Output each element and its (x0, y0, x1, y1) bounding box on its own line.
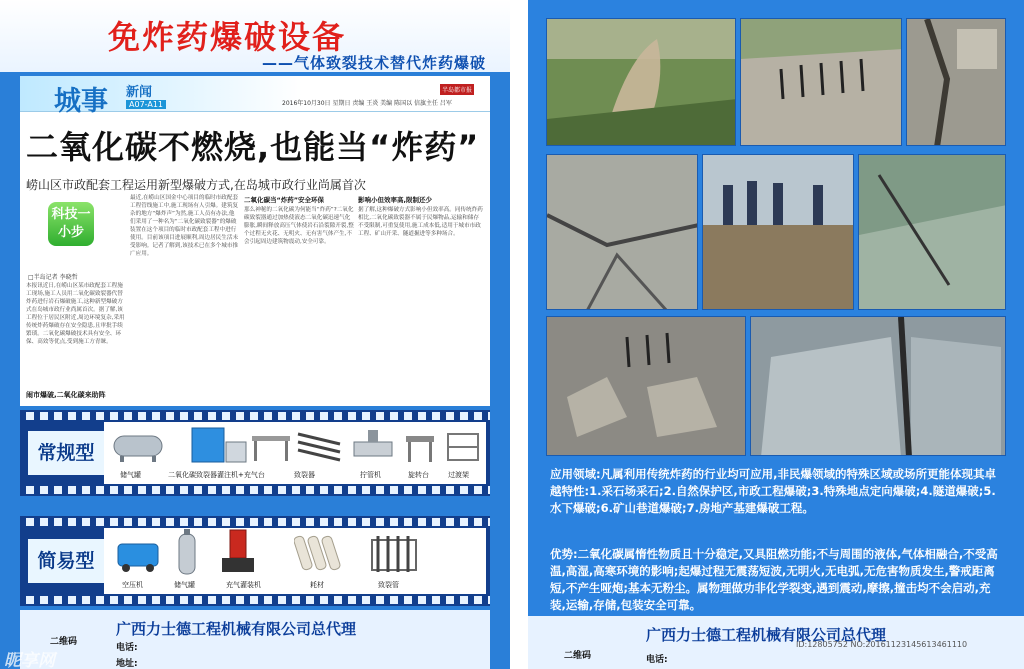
cracked-bedrock-photo (546, 154, 698, 310)
main-title: 免炸药爆破设备 (108, 18, 347, 56)
film-strip-top (20, 518, 490, 526)
item-gas-tank: 储气罐 (120, 471, 141, 479)
column-3-body: 那么神秘的二氧化碳为何能当“炸药”?二氧化碳致裂器通过加热使液态二氧化碳迅速气化膨胀,瞬间释放高压气体使岩石沿裂隙开裂,整个过程无火花、无明火、无有害气体产生,不会引起周边建筑物震动,安全可靠。 (244, 207, 354, 245)
article-deck: 崂山区市政配套工程运用新型爆破方式,在岛城市政行业尚属首次 (26, 178, 366, 192)
right-page (528, 0, 1024, 669)
split-boulder-photo (750, 316, 1006, 456)
workers-site-photo (702, 154, 854, 310)
rock-crack-photo (906, 18, 1006, 146)
transition-rack-icon (444, 430, 482, 466)
gas-tank-icon (110, 428, 166, 464)
sub-title: ——气体致裂技术替代炸药爆破 (262, 54, 487, 72)
masthead-stamp: 半岛都市报 (440, 84, 474, 95)
item-air-compressor: 空压机 (122, 581, 143, 589)
wrench-machine-icon (350, 426, 396, 466)
masthead-date: 2016年10月30日 星期日 责编 王炎 美编 陈国以 信旗主任 吕军 (282, 100, 452, 107)
address-label: 地址: (116, 659, 138, 669)
right-company-name: 广西力士德工程机械有限公司总代理 (646, 626, 887, 644)
newspaper-masthead (20, 76, 490, 117)
right-phone-label: 电话: (646, 655, 668, 665)
conventional-items (104, 422, 486, 484)
qr-label: 二维码 (50, 637, 78, 647)
poster-header (0, 0, 510, 72)
article-headline: 二氧化碳不燃烧,也能当“炸药” (26, 128, 480, 166)
advantages: 优势:二氧化碳属惰性物质且十分稳定,又具阻燃功能;不与周围的液体,气体相融合,不受高温,高湿,高寒环境的影响;起爆过程无震荡短波,无明火,无电弧,无危害物质发生,警戒距离短,不产生哑炮;基本无粉尘。属物理做功非化学裂变,遇到震动,摩擦,撞击均不会启动,充装,运输,存储,包装安全可靠。 (550, 547, 998, 612)
drill-holes-photo (740, 18, 902, 146)
column-4-body: 据了解,这种爆破方式影响小但效率高。同传统炸药相比,二氧化碳致裂器不属于民爆物品,运输和储存不受限制,可重复使用,施工成本低,适用于城市市政工程、矿山开采、隧道掘进等多种场合。 (358, 207, 483, 237)
green-stone-photo (858, 154, 1006, 310)
article-column-3 (244, 194, 354, 386)
air-compressor-icon (114, 534, 164, 574)
film-strip-bottom (20, 486, 490, 494)
company-name: 广西力士德工程机械有限公司总代理 (116, 620, 357, 638)
gas-filling-machine-icon (216, 528, 260, 576)
site-watermark: 昵享网 (4, 651, 55, 669)
left-footer (20, 610, 490, 669)
article-column-4 (358, 194, 484, 386)
item-filling-machine: 二氧化碳致裂器灌注机+充气台 (168, 471, 265, 479)
item-gas-filling-machine: 充气灌装机 (226, 581, 261, 589)
masthead-tag: A07-A11 (126, 100, 166, 109)
article-column-1: 本报讯近日,在崂山区某市政配套工程施工现场,施工人员用二氧化碳致裂器代替炸药进行岩石爆破施工,这种新型爆破方式在岛城市政行业尚属首次。据了解,该工程位于居民区附近,周边环境复杂,采用传统炸药爆破存在安全隐患,且审批手续繁琐。二氧化碳爆破技术具有安全、环保、高效等优点,受到施工方青睐。 (26, 283, 125, 345)
masthead-name: 城事 (54, 86, 108, 117)
consumables-icon (294, 532, 344, 574)
photo-caption: 闹市爆破,二氧化碳来助阵 (26, 391, 106, 399)
rubble-photo (546, 316, 746, 456)
left-page (0, 0, 510, 669)
film-strip-top (20, 412, 490, 420)
item-gas-cylinder: 储气罐 (174, 581, 195, 589)
newspaper-clipping (20, 76, 490, 406)
phone-label: 电话: (116, 643, 138, 653)
article-column-2: 最近,在崂山区国金中心项目的临时市政配套工程管线施工中,施工现场有人引爆。建筑复杂的地方“爆炸声”为然,施工人员有办法,他们采用了一种名为“二氧化碳致裂器”的爆破装置在这个项目的临时市政配套工程中进行使用。目前该项目进展顺利,周边居民生活未受影响。记者了解到,该技术已在多个城市推广应用。 (130, 195, 239, 257)
conventional-section (20, 410, 490, 496)
tech-badge: 科技一小步 (48, 202, 94, 246)
simple-section (20, 516, 490, 606)
film-strip-bottom (20, 596, 490, 604)
conventional-label: 常规型 (28, 431, 104, 475)
simple-items (104, 528, 486, 594)
column-4-heading: 影响小但效率高,限制还少 (358, 196, 432, 204)
item-wrench-machine: 拧管机 (360, 471, 381, 479)
image-id-watermark: ID:12805752 NO:20161123145613461110 (796, 640, 968, 649)
right-qr-label: 二维码 (564, 651, 592, 661)
cracking-tube-rack-icon (368, 532, 420, 576)
blast-dust-photo (546, 18, 736, 146)
masthead-section: 新闻 (126, 85, 153, 100)
item-consumables: 耗材 (310, 581, 324, 589)
rotary-table-icon (400, 430, 440, 466)
simple-label: 简易型 (28, 539, 104, 583)
column-3-heading: 二氧化碳当“炸药”安全环保 (244, 196, 325, 204)
gas-cylinder-icon (174, 528, 200, 576)
article-byline: □半岛记者 李晓哲 (28, 274, 78, 281)
page-gap (510, 0, 528, 669)
item-cracker: 致裂器 (294, 471, 315, 479)
bench-icon (250, 430, 292, 464)
item-transition-rack: 过渡架 (448, 471, 469, 479)
filling-machine-icon (188, 424, 248, 466)
item-cracking-tube: 致裂管 (378, 581, 399, 589)
item-rotary-table: 旋转台 (408, 471, 429, 479)
application-fields: 应用领域:凡属利用传统炸药的行业均可应用,非民爆领域的特殊区域或场所更能体现其卓越特性:1.采石场采石;2.自然保护区,市政工程爆破;3.特殊地点定向爆破;4.隧道爆破;5.水下爆破;6.矿山巷道爆破;7.房地产基建爆破工程。 (550, 467, 996, 515)
cracker-tubes-icon (294, 426, 344, 466)
